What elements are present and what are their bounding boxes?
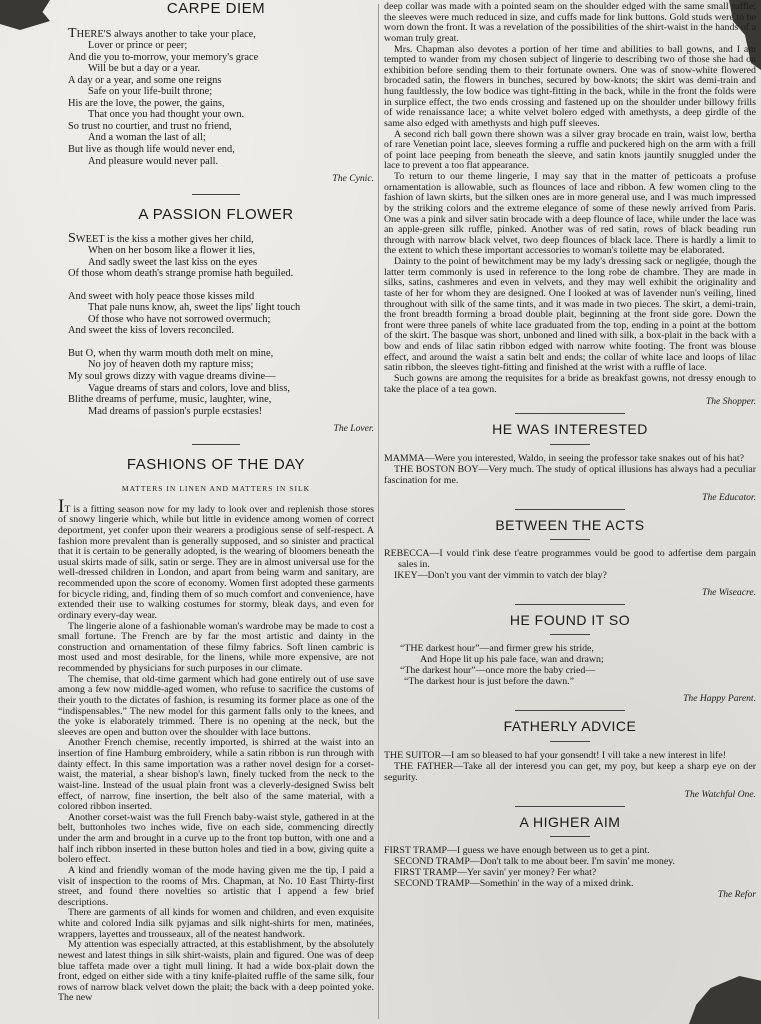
- article-paragraph: There are garments of all kinds for women and children, and even exquisite white and colored India silk pyjamas and silk night-shirts for men, matinées, wrappers, layettes and trousseaux, all of the neatest handwork.: [58, 907, 374, 940]
- article-paragraph: Mrs. Chapman also devotes a portion of her time and abilities to ball gowns, and I am tempted to wander from my chosen subject of lingerie to describing two of those she had on exhibition before sending them to their fortunate owners. One was of snow-white flowered brocaded satin, the flowers in bunches, secured by bow-knots; the skirt was demi-train and hung faultlessly, the low bodice was tight-fitting in the back, while in the front the folds were in surplice effect, the two ends crossing and fastened up on the shoulder under billowy frills of wide renaissance lace; a white velvet bolero edged with amethysts, a deep girdle of the same also edged with amethysts and high puff sleeves.: [384, 43, 756, 129]
- left-column: [58, 0, 374, 1024]
- poem-source: The Cynic.: [332, 173, 374, 185]
- section-divider: [515, 509, 625, 510]
- poem-line: Vague dreams of stars and colors, love and bliss,: [88, 382, 290, 394]
- poem-carpe-diem: [58, 0, 374, 184]
- poem-line: His are the love, the power, the gains,: [68, 97, 225, 109]
- poem-line: No joy of heaven doth my rapture miss;: [88, 359, 254, 371]
- title-rule: [550, 444, 590, 445]
- poem-line: And sweet with holy peace those kisses mild: [68, 290, 255, 302]
- section-divider: [192, 444, 240, 445]
- article-paragraph: A kind and friendly woman of the mode having given me the tip, I paid a visit of inspection to the rooms of Mrs. Chapman, at No. 10 East Thirty-first street, and found there novelties so artistic that I append a few brief descriptions.: [58, 864, 374, 908]
- poem-line: That once you had thought your own.: [88, 109, 245, 121]
- poem-line: My soul grows dizzy with vague dreams divine—: [68, 371, 276, 383]
- poem-line: Will be but a day or a year.: [88, 63, 201, 75]
- item-title: BETWEEN THE ACTS: [495, 516, 645, 533]
- article-paragraph: My attention was especially attracted, at this establishment, by the absolutely newest and latest things in silk shirt-waists, plain and figured. One was of deep blue taffeta made over a tight mull lining. It had a wide box-plait down the front, edged on either side with a tiny knife-plaited ruffle of the same silk, four rows of narrow black velvet down the plait; the back with a deep pointed yoke. The new: [58, 939, 374, 1004]
- poem-title: CARPE DIEM: [166, 0, 266, 17]
- article-paragraph: Another French chemise, recently imported, is shirred at the waist into an insertion of fine Hamburg embroidery, while a satin ribbon is run through with dainty effect. In this same importation was a rather novel design for a corset-waist, the material, a shear bishop's lawn, finely tucked from the neck to the waist-line. Instead of the usual plain front was a cleverly-designed Swiss belt effect, of narrow, fine insertion, the belt also of the same material, with a colored ribbon inserted.: [58, 737, 374, 813]
- article-paragraph: The chemise, that old-time garment which had gone entirely out of use save among a few now middle-aged women, who refuse to sacrifice the customs of their youth to the dictates of fashion, is resuming its former place as one of the “indispensables.” The new model for this garment falls only to the knees, and the yoke is elaborately trimmed. There is no opening at the neck, but the sleeves are open and button over the shoulder with lace buttons.: [58, 673, 374, 738]
- poem-body: [68, 230, 374, 418]
- article-body: [58, 495, 374, 1004]
- article-fashions: [58, 457, 374, 1004]
- poem-line: That pale nuns know, ah, sweet the lips' light touch: [88, 302, 301, 314]
- item-between-the-acts: [384, 518, 756, 598]
- title-rule: [550, 836, 590, 837]
- item-title: HE FOUND IT SO: [509, 611, 631, 628]
- column-divider: [378, 4, 379, 1019]
- article-source: The Shopper.: [705, 396, 756, 408]
- poem-line: THERE'S always another to take your place,: [68, 25, 256, 41]
- dialogue-line: MAMMA—Were you interested, Waldo, in seeing the professor take snakes out of his hat?: [384, 452, 744, 464]
- article-paragraph: Dainty to the point of bewitchment may be my lady's dressing sack or negligée, though the latter term commonly is used in reference to the long robe de chambre. They are made in silks, satins, cashmeres and even in velvets, and they may well exhibit the originality and taste of her for whom they are designed. One I looked at was of lavender nun's veiling, lined throughout with silk of the same tints, and it was made in two pieces. The skirt, a demi-train, the front breadth forming a broad double plait, beginning at the front side gore. Down the front were three panels of white lace graduated from the top, ending in a point at the bottom of the skirt. The basque was short, unboned and lined with silk, a box-plait in the back with a bow and ends of lilac satin ribbon edged with narrow white footing. The front was blouse effect, and around the waist a satin belt and ends; the collar of white lace and loops of lilac satin ribbon, the sleeves tight-fitting and finished at the wrist with a ruffle of lace.: [384, 256, 756, 374]
- title-rule: [550, 539, 590, 540]
- poem-line: But live as though life would never end,: [68, 143, 235, 155]
- verse-line: “The darkest hour”—once more the baby cried—: [400, 665, 596, 677]
- item-source: The Wiseacre.: [702, 586, 756, 598]
- poem-line: And sweet the kiss of lovers reconciled.: [68, 325, 234, 337]
- stanza-break: [68, 280, 374, 291]
- article-paragraph: To return to our theme lingerie, I may say that in the matter of petticoats a profuse ornamentation is allowable, such as flounces of lace and ribbon. A few women cling to the fashion of lawn skirts, but the silken ones are in more general use, and I was much impressed by the striking colors and the extreme elegance of some of these newly arrived from Paris. One was a pink and silver satin brocade with a deep flounce of lace, while under the lace was an apple-green silk ruffle, pinked. Another was of red satin, rows of black beading run through with narrow black velvet, two deep flounces of black lace. There is hardly a limit to the extent to which these important accessories to woman's toilette may be elaborated.: [384, 171, 756, 257]
- article-continuation: [384, 0, 756, 407]
- right-column: [384, 0, 756, 1024]
- poem-title: A PASSION FLOWER: [138, 206, 294, 224]
- poem-line: So trust no courtier, and trust no friend,: [68, 120, 232, 132]
- article-paragraph: IT is a fitting season now for my lady to look over and replenish those stores of snowy lingerie which, while but little in evidence among women of correct deportment, yet confer upon their wearers a prodigious sense of self-respect. A fashion more prevalent than is generally supposed, and so sinister and practical that it is certain to be generally adopted, is the wearing of bloomers beneath the usual skirts made of silk, satin or serge. They are in almost universal use for the well-dressed children in London, and apart from being warm and sanitary, are recommended upon the score of economy. Women first adopted these garments for bicycle riding, and, finding them of so much comfort and convenience, have extended their use to walking costumes for stormy, bleak days, and even for ordinary every-day wear.: [58, 495, 374, 621]
- item-source: The Happy Parent.: [683, 693, 756, 705]
- article-paragraph: A second rich ball gown there shown was a silver gray brocade en train, waist low, bertha of rare Venetian point lace, sleeves forming a ruffle and puckered high on the arm with a frill of point lace peeping from beneath the sleeve, and satin knots jauntily snuggled under the lace to prevent a too flat appearance.: [384, 128, 756, 172]
- item-source: The Watchful One.: [684, 788, 756, 800]
- item-he-found-it-so: [384, 613, 756, 704]
- section-divider: [515, 413, 625, 414]
- article-subhead: MATTERS IN LINEN AND MATTERS IN SILK: [121, 483, 311, 493]
- item-a-higher-aim: [384, 815, 756, 900]
- item-he-was-interested: [384, 422, 756, 502]
- poem-line: Blithe dreams of perfume, music, laughter, wine,: [68, 394, 272, 406]
- dialogue-line: IKEY—Don't you vant der vimmin to vatch der blay?: [394, 569, 607, 581]
- title-rule: [550, 741, 590, 742]
- dialogue-line: THE BOSTON BOY—Very much. The study of optical illusions has always had a peculiar fascination for me.: [384, 463, 756, 486]
- poem-line: A day or a year, and some one reigns: [68, 74, 222, 86]
- article-paragraph: The lingerie alone of a fashionable woman's wardrobe may be made to cost a small fortune. The French are by far the most artistic and dainty in the construction and ornamentation of these filmy fabrics. Soft linen cambric is most used and most desirable, for the linens, while more expensive, are not recommended by physicians for such purposes in our climate.: [58, 620, 374, 675]
- poem-line: And sadly sweet the last kiss on the eyes: [88, 256, 258, 268]
- poem-line: Mad dreams of passion's purple ecstasies!: [88, 405, 263, 417]
- item-fatherly-advice: [384, 719, 756, 799]
- poem-body: [68, 25, 374, 168]
- dialogue-line: REBECCA—I vould t'ink dese t'eatre programmes vould be good to adfertise dem pargain sales in.: [384, 547, 756, 570]
- poem-line: But O, when thy warm mouth doth melt on mine,: [68, 347, 274, 359]
- poem-line: And a woman the last of all;: [88, 132, 206, 144]
- poem-line: Lover or prince or peer;: [88, 40, 188, 52]
- section-divider: [515, 806, 625, 807]
- item-title: FATHERLY ADVICE: [503, 718, 637, 735]
- poem-line: And die you to-morrow, your memory's grace: [68, 51, 259, 63]
- item-title: HE WAS INTERESTED: [492, 421, 648, 438]
- poem-passion-flower: [58, 207, 374, 434]
- stanza-break: [68, 337, 374, 348]
- item-title: A HIGHER AIM: [519, 813, 621, 830]
- article-paragraph: Such gowns are among the requisites for a bride as breakfast gowns, not dressy enough to take the place of a tea gown.: [384, 372, 756, 395]
- article-paragraph: Another corset-waist was the full French baby-waist style, gathered in at the belt, buttonholes two inches wide, five on each side, commencing directly under the arm and brought in a curve up to the front top button, with one and a half inch ribbon inserted in these button holes and tied in a bow, giving quite a bolero effect.: [58, 811, 374, 866]
- item-source: The Educator.: [702, 491, 756, 503]
- dialogue-line: FIRST TRAMP—Yer savin' yer money? Fer what?: [394, 867, 597, 879]
- article-paragraph: deep collar was made with a pointed seam on the shoulder edged with the same small ruffle; the sleeves were much reduced in size, and cuffs made for link buttons. Gold studs were to be worn down the front. It was a revelation of the possibilities of the shirt-waist in the hands of a woman truly great.: [384, 1, 756, 44]
- dialogue-line: SECOND TRAMP—Somethin' in the way of a mixed drink.: [394, 878, 634, 890]
- item-source: The Refor: [717, 889, 756, 901]
- article-title: FASHIONS OF THE DAY: [126, 456, 306, 474]
- poem-line: Safe on your life-built throne;: [88, 86, 213, 98]
- dialogue-line: THE SUITOR—I am so bleased to haf your gonsendt! I vill take a new interest in life!: [384, 749, 727, 761]
- poem-line: When on her bosom like a flower it lies,: [88, 245, 256, 257]
- verse-line: “THE darkest hour”—and firmer grew his stride,: [400, 643, 594, 655]
- poem-line: Of those whom death's strange promise hath beguiled.: [68, 268, 294, 280]
- title-rule: [550, 634, 590, 635]
- section-divider: [515, 604, 625, 605]
- torn-corner-top-left: [0, 0, 50, 30]
- dialogue-line: THE FATHER—Take all der interesd you can get, my poy, but keep a sharp eye on der segurity.: [384, 760, 756, 783]
- poem-line: SWEET is the kiss a mother gives her child,: [68, 230, 254, 246]
- verse-line: “The darkest hour is just before the dawn.”: [404, 676, 575, 688]
- poem-line: Of those who have not sorrowed overmuch;: [88, 313, 271, 325]
- dialogue-line: FIRST TRAMP—I guess we have enough between us to get a pint.: [384, 845, 650, 857]
- poem-source: The Lover.: [333, 423, 374, 435]
- verse-line: And Hope lit up his pale face, wan and drawn;: [420, 654, 604, 666]
- poem-line: And pleasure would never pall.: [88, 155, 219, 167]
- section-divider: [515, 710, 625, 711]
- section-divider: [192, 194, 240, 195]
- dialogue-line: SECOND TRAMP—Don't talk to me about beer. I'm savin' me money.: [394, 856, 675, 868]
